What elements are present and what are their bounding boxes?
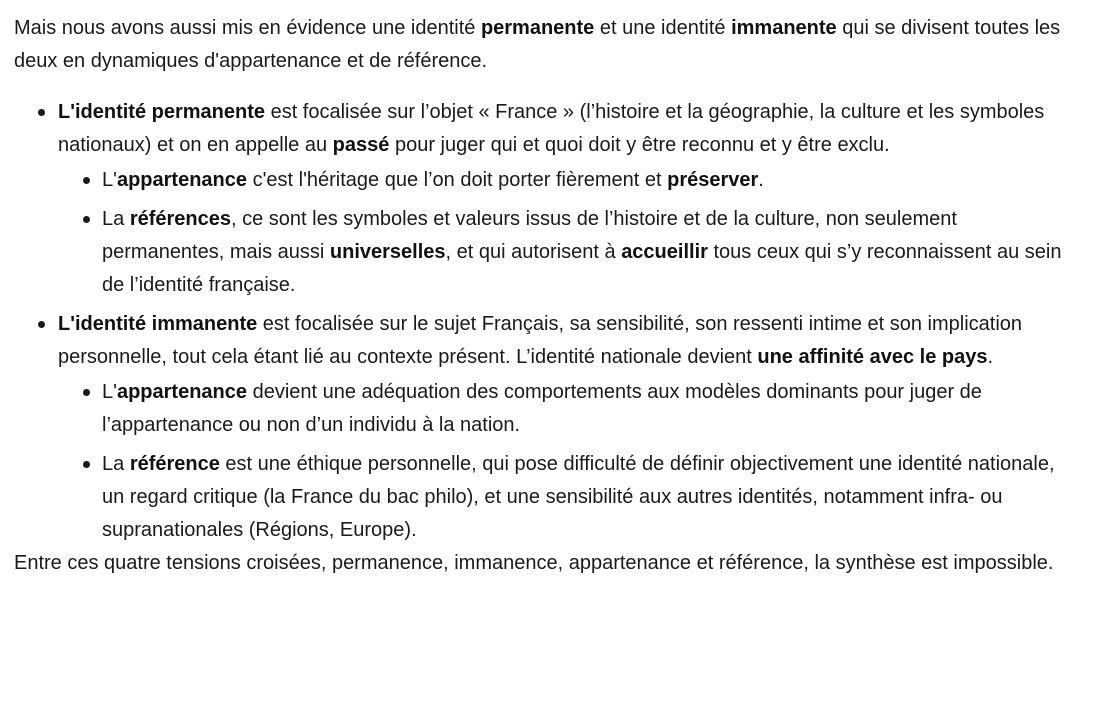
bold-references: références: [129, 208, 231, 230]
permanente-bold-passe: passé: [332, 134, 390, 156]
intro-bold-immanente: immanente: [731, 17, 837, 39]
text: L': [102, 381, 117, 403]
outro-paragraph: Entre ces quatre tensions croisées, permanence, immanence, appartenance et référence, la synthèse est impossible.: [14, 552, 1054, 574]
text: , et qui autorisent à: [445, 241, 622, 263]
permanente-text-1: est focalisée sur l’objet « France » (l’histoire et la géographie, la culture et les symboles nationaux) et on en appelle au: [58, 101, 1045, 156]
immanente-sublist: [58, 376, 1075, 547]
intro-text-3: qui se divisent toutes les deux en dynamiques d'appartenance et de référence.: [14, 17, 1061, 72]
immanente-text-2: .: [987, 346, 994, 368]
immanente-title: L'identité immanente: [58, 313, 258, 335]
intro-paragraph: [14, 12, 1075, 78]
identity-list: [14, 96, 1075, 547]
bold-accueillir: accueillir: [621, 241, 708, 263]
text: tous ceux qui s’y reconnaissent au sein de l’identité française.: [102, 241, 1062, 296]
bold-preserver: préserver: [667, 169, 759, 191]
permanente-reference-item: [58, 203, 1075, 302]
list-item-immanente: [14, 308, 1075, 547]
permanente-sublist: [58, 164, 1075, 302]
text: .: [758, 169, 764, 191]
text: est une éthique personnelle, qui pose difficulté de définir objectivement une identité nationale, un regard critique (la France du bac philo), et une sensibilité aux autres identités, notamment infra- ou supranationales (Régions, Europe).: [102, 453, 1055, 541]
text: c'est l'héritage que l’on doit porter fièrement et: [247, 169, 668, 191]
text: , ce sont les symboles et valeurs issus de l’histoire et de la culture, non seulement permanentes, mais aussi: [102, 208, 957, 263]
bold-appartenance: appartenance: [116, 381, 248, 403]
immanente-text-1: est focalisée sur le sujet Français, sa sensibilité, son ressenti intime et son implication personnelle, tout cela étant lié au contexte présent. L’identité nationale devient: [58, 313, 1023, 368]
immanente-reference-item: [58, 448, 1075, 547]
immanente-appartenance-item: [58, 376, 1075, 442]
text: devient une adéquation des comportements aux modèles dominants pour juger de l’appartenance ou non d’un individu à la nation.: [102, 381, 982, 436]
permanente-title: L'identité permanente: [58, 101, 266, 123]
bold-reference: référence: [129, 453, 220, 475]
intro-text-1: Mais nous avons aussi mis en évidence une identité: [14, 17, 481, 39]
text: La: [102, 453, 130, 475]
list-item-permanente: [14, 96, 1075, 302]
text: L': [102, 169, 117, 191]
bold-appartenance: appartenance: [116, 169, 248, 191]
intro-bold-permanente: permanente: [480, 17, 595, 39]
bold-universelles: universelles: [329, 241, 446, 263]
permanente-appartenance-item: [58, 164, 1075, 197]
text: La: [102, 208, 130, 230]
immanente-bold-affinite: une affinité avec le pays: [757, 346, 988, 368]
intro-text-2: et une identité: [594, 17, 732, 39]
permanente-text-2: pour juger qui et quoi doit y être reconnu et y être exclu.: [389, 134, 890, 156]
